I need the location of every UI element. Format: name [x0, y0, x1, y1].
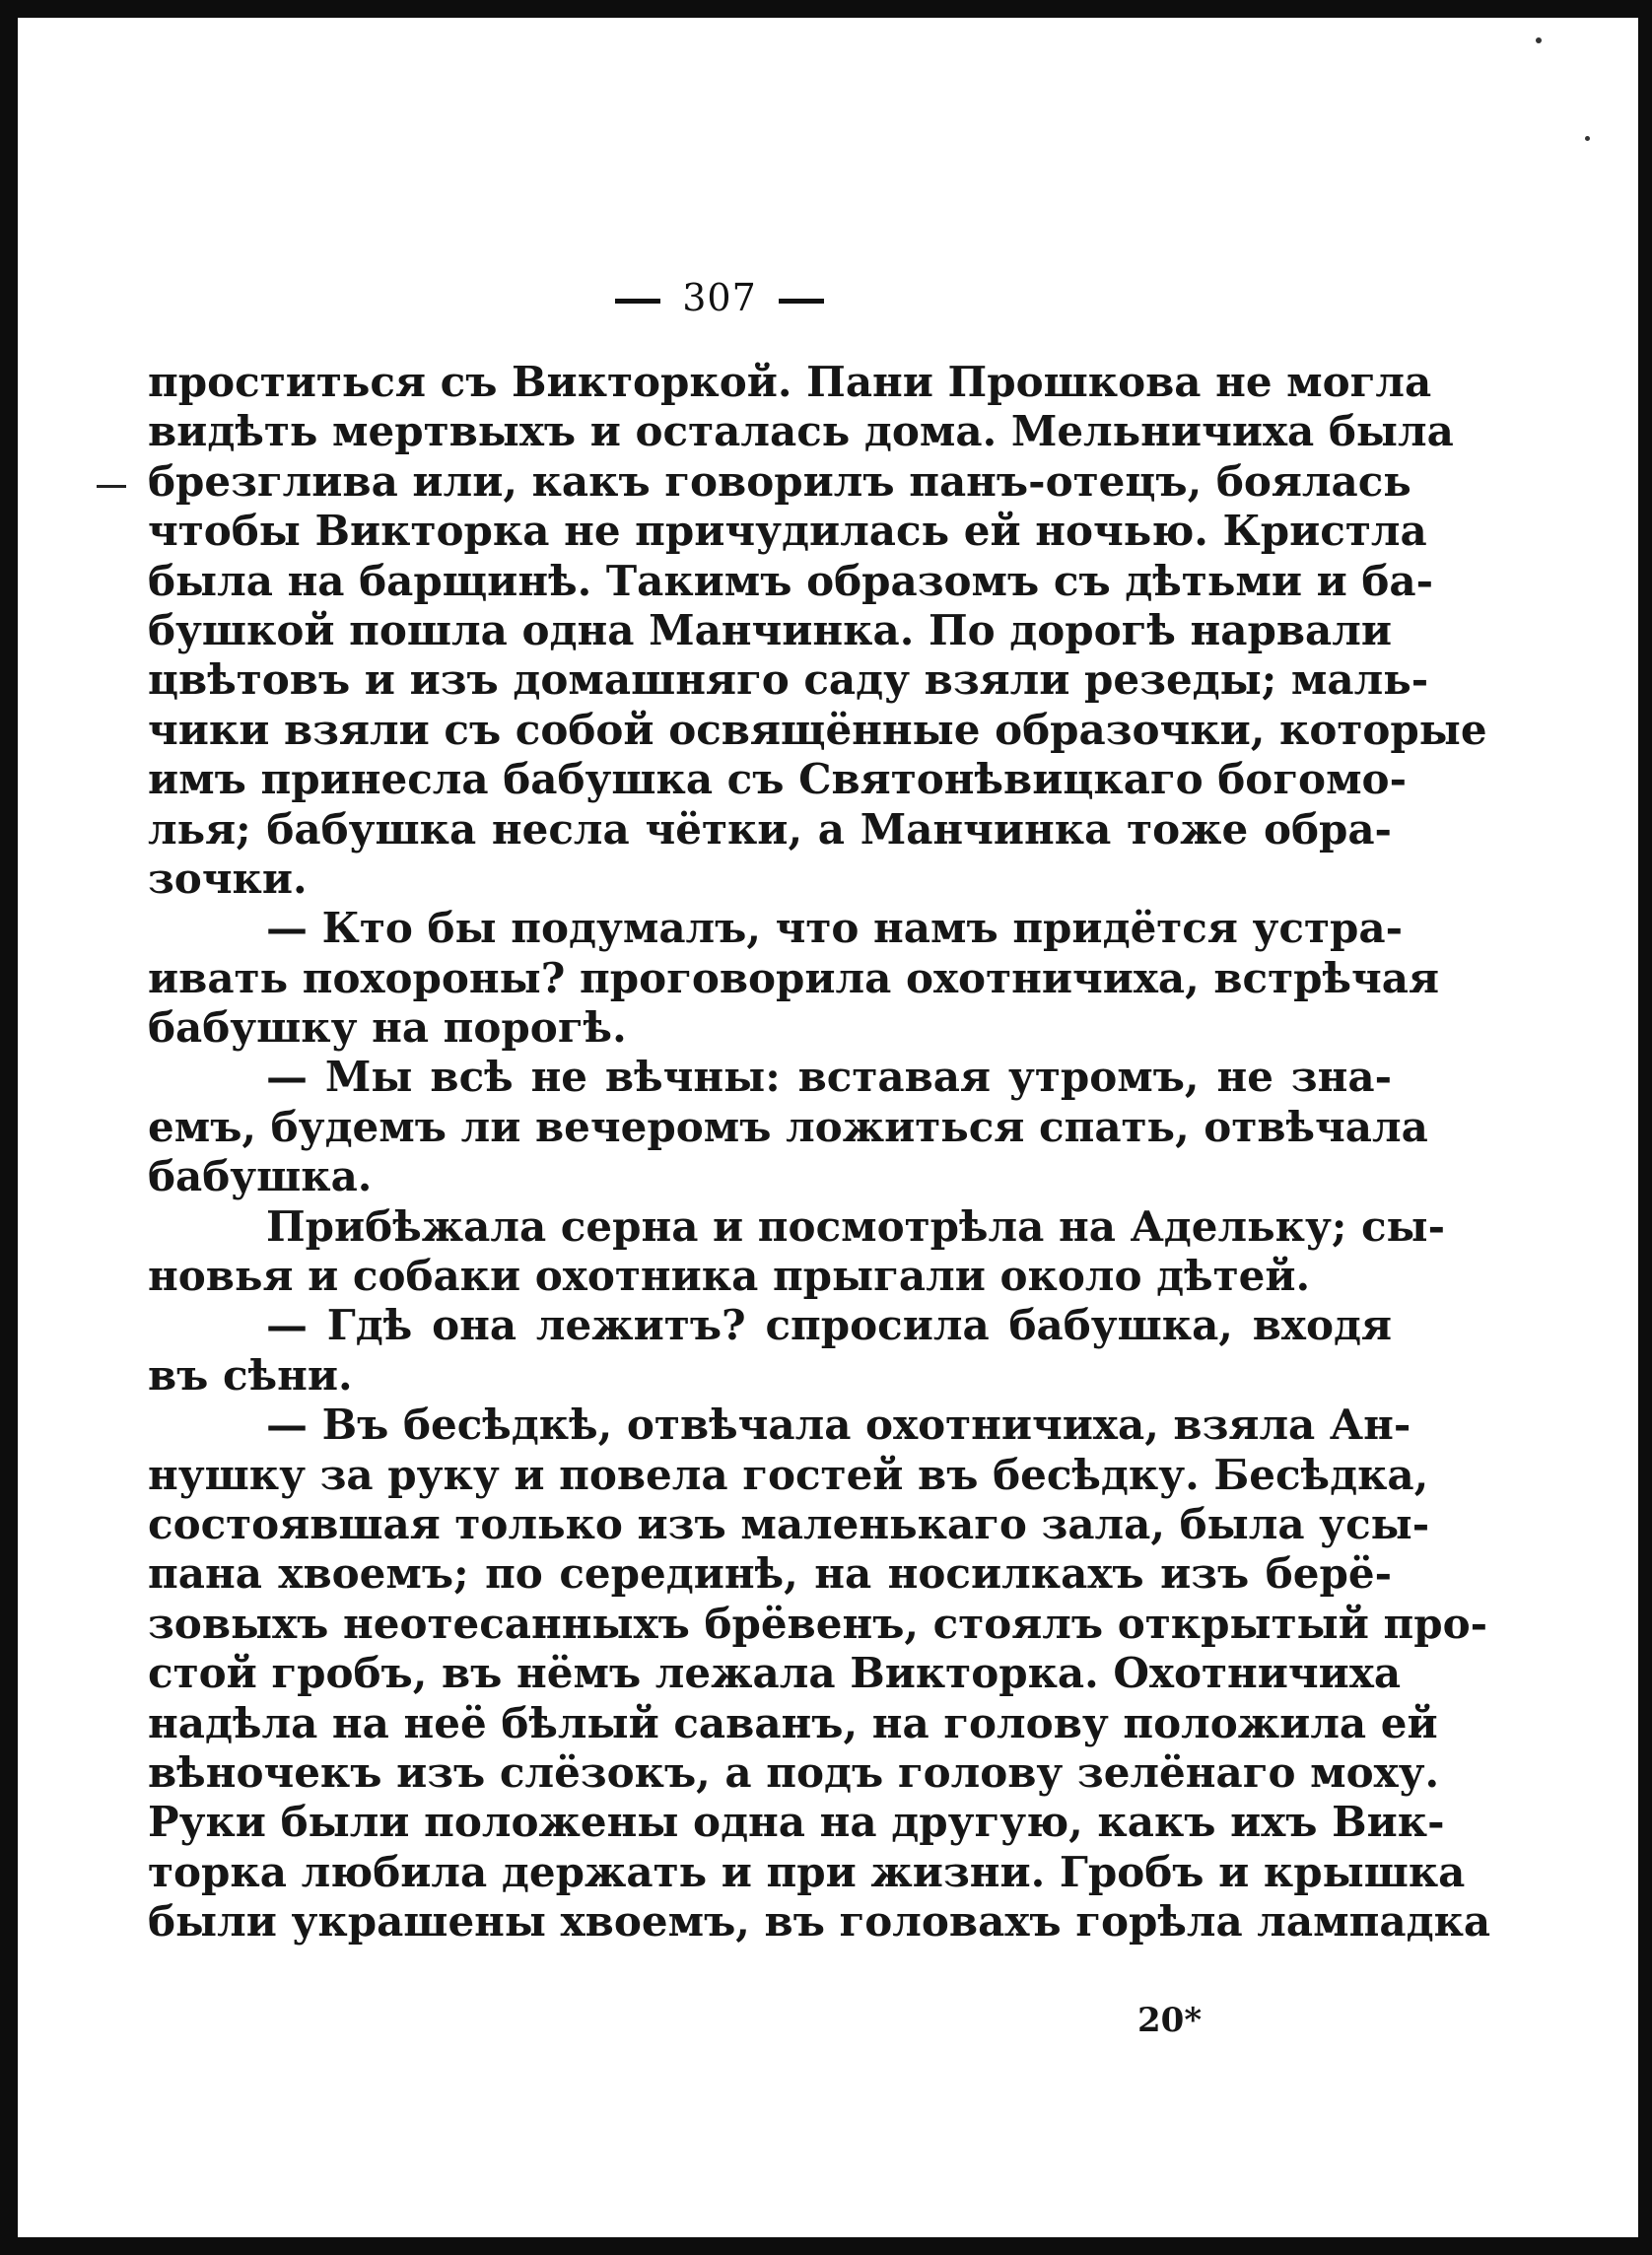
text-line: были украшены хвоемъ, въ головахъ горѣла лампадка — [148, 1897, 1491, 1947]
text-line: имъ принесла бабушка съ Святонѣвицкаго богомо- — [148, 755, 1408, 804]
text-line: новья и собаки охотника прыгали около дѣтей. — [148, 1252, 1311, 1301]
margin-mark — [97, 485, 126, 488]
text-line: — Гдѣ она лежитъ? спросила бабушка, входя — [266, 1301, 1392, 1350]
text-line: пана хвоемъ; по серединѣ, на носилкахъ изъ берё- — [148, 1549, 1392, 1599]
text-line: емъ, будемъ ли вечеромъ ложиться спать, отвѣчала — [148, 1102, 1428, 1151]
text-line: чтобы Викторка не причудилась ей ночью. Кристла — [148, 507, 1427, 556]
scan-speck — [1585, 136, 1590, 141]
page-header — [18, 276, 1421, 319]
text-line: торка любила держать и при жизни. Гробъ и крышка — [148, 1847, 1466, 1896]
text-line: зочки. — [148, 854, 308, 903]
header-dash-left — [615, 299, 660, 304]
printer-signature: 20* — [1137, 2001, 1203, 2040]
page-number: 307 — [682, 276, 757, 319]
text-line: чики взяли съ собой освящённые образочки, которые — [148, 705, 1487, 754]
text-line: Руки были положены одна на другую, какъ ихъ Вик- — [148, 1798, 1445, 1847]
text-line: зовыхъ неотесанныхъ брёвенъ, стоялъ открытый про- — [148, 1599, 1488, 1648]
body-text — [148, 358, 1491, 1948]
text-line: стой гробъ, въ нёмъ лежала Викторка. Охотничиха — [148, 1649, 1402, 1698]
text-line: цвѣтовъ и изъ домашняго саду взяли резеды; маль- — [148, 655, 1429, 705]
text-line: видѣть мертвыхъ и осталась дома. Мельничиха была — [148, 407, 1454, 456]
text-line: проститься съ Викторкой. Пани Прошкова не могла — [148, 358, 1432, 406]
text-line: въ сѣни. — [148, 1350, 353, 1400]
text-line: — Кто бы подумалъ, что намъ придётся устра- — [266, 904, 1404, 953]
text-line: вѣночекъ изъ слёзокъ, а подъ голову зелёнаго моху. — [148, 1747, 1440, 1797]
text-line: — Въ бесѣдкѣ, отвѣчала охотничиха, взяла Ан- — [266, 1401, 1411, 1450]
text-line: бабушку на порогѣ. — [148, 1003, 627, 1053]
scan-speck — [1536, 37, 1542, 43]
text-line: бабушка. — [148, 1152, 373, 1201]
text-line: Прибѣжала серна и посмотрѣла на Адельку; сы- — [266, 1201, 1446, 1251]
text-line: ивать похороны? проговорила охотничиха, встрѣчая — [148, 953, 1440, 1002]
text-line: нушку за руку и повела гостей въ бесѣдку. Бесѣдка, — [148, 1450, 1429, 1499]
text-line: была на барщинѣ. Такимъ образомъ съ дѣтьми и ба- — [148, 556, 1434, 605]
text-line: бушкой пошла одна Манчинка. По дорогѣ нарвали — [148, 605, 1393, 654]
text-line: лья; бабушка несла чётки, а Манчинка тоже обра- — [148, 804, 1392, 854]
text-line: — Мы всѣ не вѣчны: вставая утромъ, не зна- — [266, 1053, 1392, 1102]
text-line: брезглива или, какъ говорилъ панъ-отецъ, боялась — [148, 456, 1411, 506]
header-dash-right — [779, 299, 824, 304]
text-line: надѣла на неё бѣлый саванъ, на голову положила ей — [148, 1698, 1438, 1747]
text-line: состоявшая только изъ маленькаго зала, была усы- — [148, 1499, 1430, 1548]
